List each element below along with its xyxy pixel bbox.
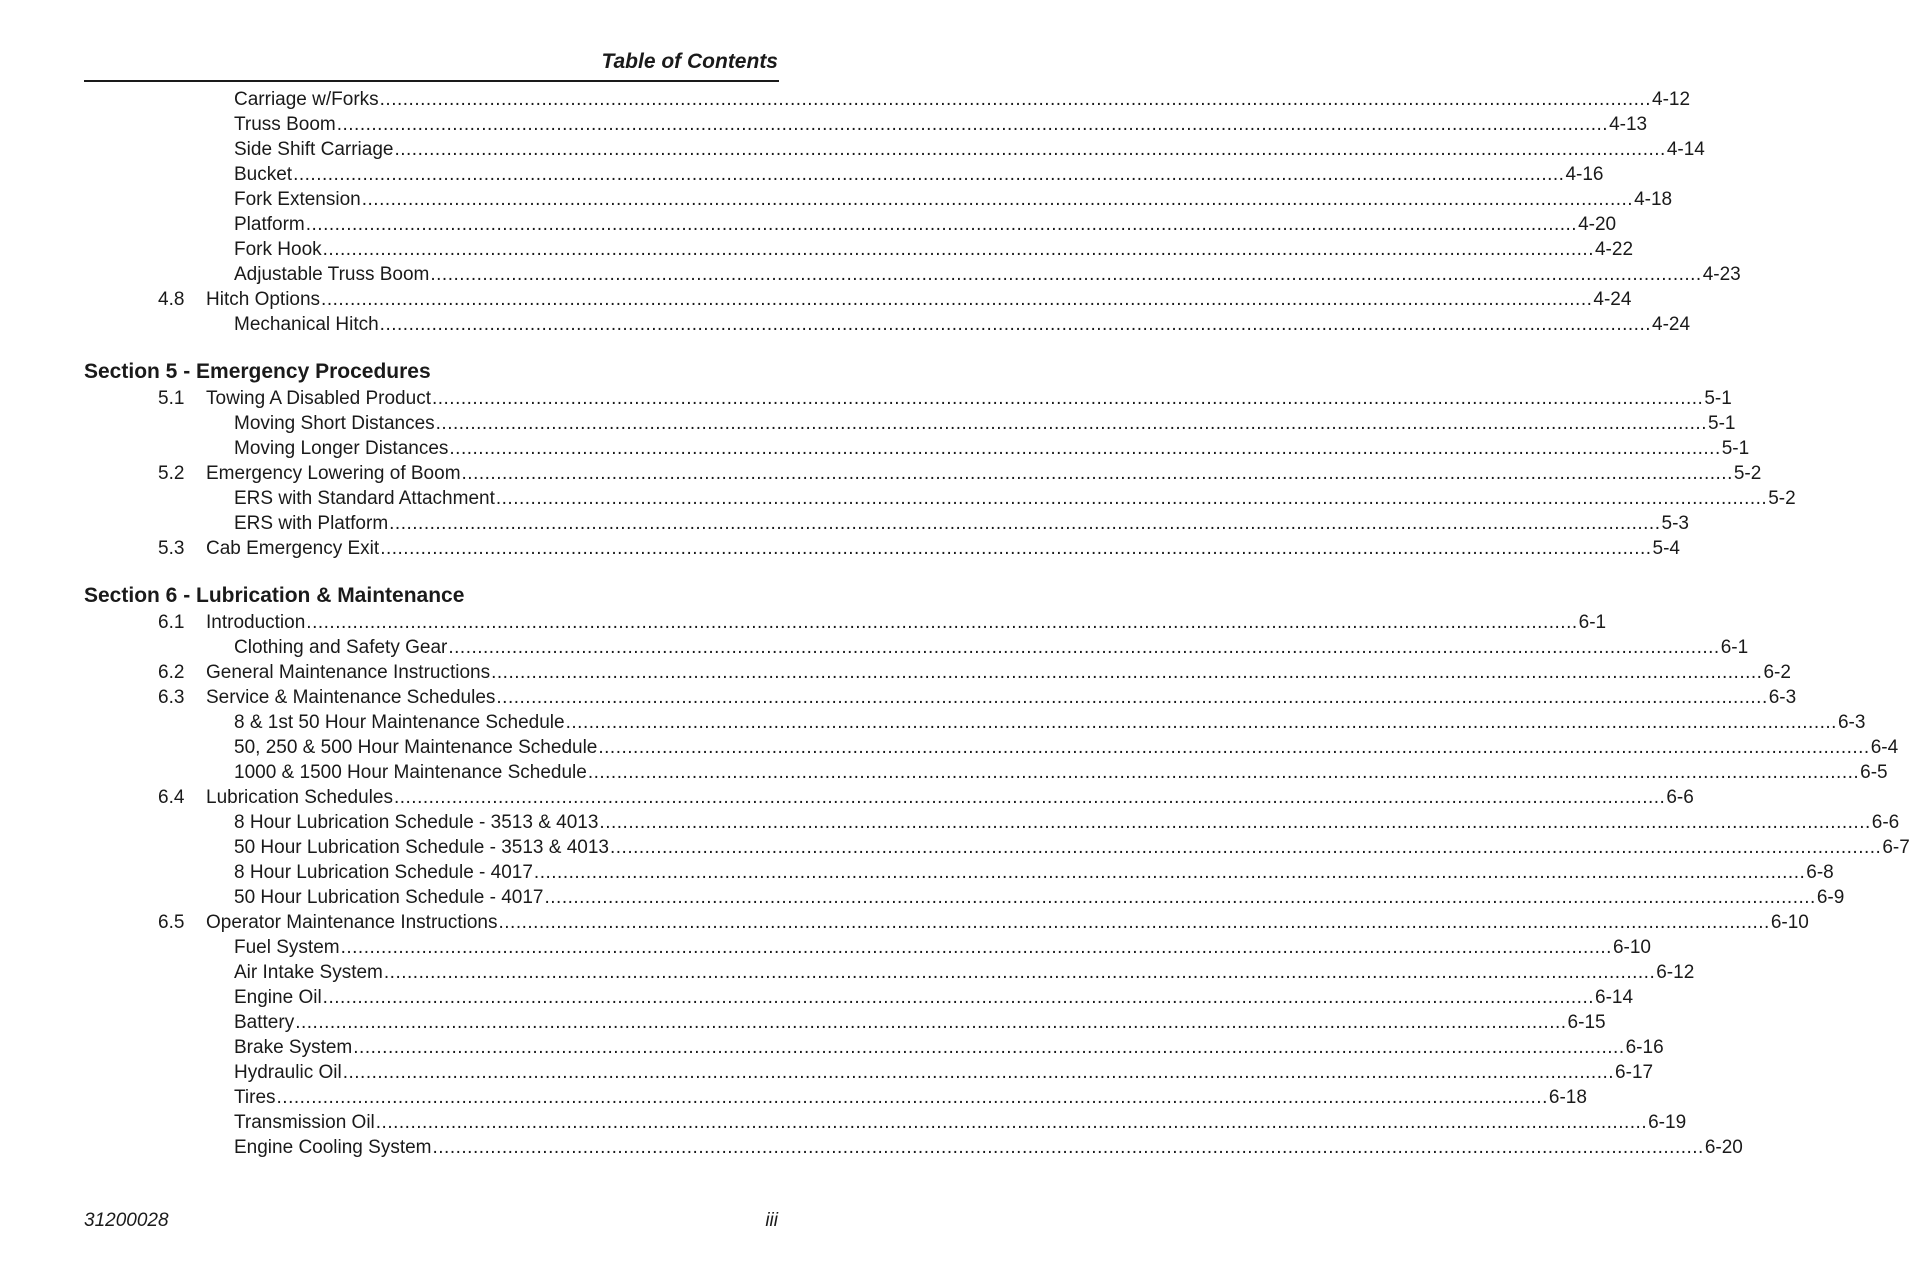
toc-entry-text [234,137,1705,162]
toc-entry-label: 1000 & 1500 Hour Maintenance Schedule [234,762,587,783]
toc-entry-text [234,1135,1743,1160]
toc-entry-text [234,87,1691,112]
toc-entry-number: 4.8 [158,289,185,310]
toc-entry[interactable] [84,910,1809,935]
toc-entry-text [234,1010,1606,1035]
toc-entry-page: 6-18 [1548,1087,1587,1108]
toc-entry[interactable] [84,262,1741,287]
toc-entry[interactable] [84,860,1834,885]
toc-entry-label: Lubrication Schedules [206,787,393,808]
toc-entry[interactable] [84,785,1694,810]
dot-leader: ............................................................................................................................................................................................................................ [361,189,1634,210]
toc-entry-label: Battery [234,1012,295,1033]
toc-entry-page: 6-3 [1768,687,1797,708]
toc-entry-page: 6-8 [1806,862,1834,883]
dot-leader: ............................................................................................................................................................................................................................ [430,264,1702,285]
toc-entry-page: 5-2 [1768,488,1796,509]
toc-entry[interactable] [84,835,1910,860]
toc-entry-label: ERS with Standard Attachment [234,488,495,509]
toc-entry-label: Mechanical Hitch [234,314,379,335]
toc-entry-page: 4-23 [1702,264,1741,285]
toc-entry-label: Bucket [234,164,293,185]
dot-leader: ............................................................................................................................................................................................................................ [599,812,1871,833]
toc-entry-page: 4-13 [1609,114,1648,135]
toc-entry[interactable] [84,112,1648,137]
toc-entry-page: 6-17 [1615,1062,1654,1083]
toc-entry-label: 50, 250 & 500 Hour Maintenance Schedule [234,737,598,758]
toc-entry[interactable] [84,660,1791,685]
toc-entry-label: 8 & 1st 50 Hour Maintenance Schedule [234,712,565,733]
section-heading[interactable]: Section 6 - Lubrication & Maintenance [84,584,465,607]
dot-leader: ............................................................................................................................................................................................................................ [393,787,1666,808]
toc-entry-page: 6-16 [1625,1037,1664,1058]
dot-leader: ............................................................................................................................................................................................................................ [342,1062,1615,1083]
toc-entry-label: Moving Short Distances [234,413,435,434]
dot-leader: ............................................................................................................................................................................................................................ [380,538,1652,559]
toc-entry-label: 8 Hour Lubrication Schedule - 3513 & 4013 [234,812,599,833]
toc-entry-page: 5-1 [1721,438,1750,459]
toc-entry-page: 5-1 [1704,388,1732,409]
toc-entry-number: 6.3 [158,687,185,708]
toc-entry-label: Fork Hook [234,239,322,260]
toc-entry-text [206,287,1632,312]
toc-entry-label: Service & Maintenance Schedules [206,687,496,708]
toc-entry-text [234,436,1750,461]
toc-entry-label: 50 Hour Lubrication Schedule - 3513 & 4013 [234,837,609,858]
toc-entry[interactable] [84,960,1695,985]
toc-entry-text [234,760,1888,785]
toc-entry-label: Air Intake System [234,962,383,983]
dot-leader: ............................................................................................................................................................................................................................ [565,712,1837,733]
toc-entry-text [234,187,1673,212]
toc-entry-label: Fuel System [234,937,340,958]
toc-entry[interactable] [84,985,1634,1010]
toc-entry[interactable] [84,1010,1606,1035]
toc-entry[interactable] [84,411,1736,436]
dot-leader: ............................................................................................................................................................................................................................ [336,114,1609,135]
toc-entry-label: General Maintenance Instructions [206,662,491,683]
page-number: iii [765,1210,778,1231]
toc-entry-page: 6-10 [1770,912,1809,933]
toc-entry-label: Fork Extension [234,189,361,210]
toc-entry-label: Towing A Disabled Product [206,388,431,409]
toc-entry-text [234,237,1634,262]
dot-leader: ............................................................................................................................................................................................................................ [498,912,1770,933]
toc-entry-page: 6-15 [1567,1012,1606,1033]
toc-entry-page: 6-1 [1578,612,1607,633]
dot-leader: ............................................................................................................................................................................................................................ [383,962,1656,983]
toc-entry-number: 5.1 [158,388,185,409]
dot-leader: ............................................................................................................................................................................................................................ [322,987,1595,1008]
dot-leader: ............................................................................................................................................................................................................................ [322,239,1594,260]
toc-entry-label: Moving Longer Distances [234,438,449,459]
dot-leader: ............................................................................................................................................................................................................................ [432,1137,1704,1158]
toc-entry-page: 6-4 [1870,737,1899,758]
toc-entry[interactable] [84,610,1607,635]
toc-entry[interactable] [84,486,1796,511]
toc-entry[interactable] [84,536,1680,561]
toc-entry-page: 6-6 [1871,812,1900,833]
toc-entry-page: 6-12 [1656,962,1695,983]
toc-entry[interactable] [84,635,1749,660]
toc-entry-label: Introduction [206,612,306,633]
toc-entry-number: 5.3 [158,538,185,559]
toc-entry-label: Emergency Lowering of Boom [206,463,461,484]
dot-leader: ............................................................................................................................................................................................................................ [353,1037,1625,1058]
toc-entry-text [234,735,1899,760]
toc-entry-number: 6.5 [158,912,185,933]
toc-entry[interactable] [84,137,1705,162]
section-heading[interactable]: Section 5 - Emergency Procedures [84,360,431,383]
toc-entry-label: Clothing and Safety Gear [234,637,448,658]
toc-entry-label: Engine Cooling System [234,1137,432,1158]
toc-entry-page: 6-1 [1720,637,1749,658]
toc-entry-label: Hydraulic Oil [234,1062,342,1083]
table-of-contents [84,87,1910,1160]
toc-entry[interactable] [84,1060,1654,1085]
toc-entry-label: Brake System [234,1037,353,1058]
toc-entry-page: 4-24 [1593,289,1632,310]
toc-entry-page: 4-24 [1652,314,1691,335]
dot-leader: ............................................................................................................................................................................................................................ [379,314,1652,335]
toc-entry[interactable] [84,386,1732,411]
toc-entry-text [234,486,1796,511]
toc-entry[interactable] [84,461,1762,486]
toc-entry-text [206,785,1694,810]
dot-leader: ............................................................................................................................................................................................................................ [379,89,1651,110]
toc-entry-label: Carriage w/Forks [234,89,379,110]
toc-entry-page: 5-1 [1708,413,1736,434]
toc-entry-text [234,635,1749,660]
toc-entry[interactable] [84,162,1604,187]
dot-leader: ............................................................................................................................................................................................................................ [305,214,1578,235]
toc-entry[interactable] [84,237,1634,262]
toc-entry-text [206,536,1680,561]
toc-entry-text [234,1060,1654,1085]
toc-entry-text [206,910,1809,935]
toc-entry[interactable] [84,760,1888,785]
toc-entry-page: 6-6 [1666,787,1694,808]
toc-entry-page: 5-2 [1733,463,1762,484]
toc-entry-text [206,685,1797,710]
toc-entry[interactable] [84,1085,1587,1110]
toc-entry-text [234,960,1695,985]
toc-entry-label: Platform [234,214,305,235]
toc-entry-page: 4-22 [1594,239,1634,260]
toc-entry-page: 5-4 [1652,538,1680,559]
dot-leader: ............................................................................................................................................................................................................................ [491,662,1763,683]
toc-entry-page: 4-16 [1565,164,1604,185]
toc-entry-label: Side Shift Carriage [234,139,394,160]
toc-entry-page: 6-19 [1648,1112,1687,1133]
toc-entry-label: Transmission Oil [234,1112,375,1133]
toc-entry-text [234,411,1736,436]
toc-entry-number: 5.2 [158,463,185,484]
toc-entry[interactable] [84,1135,1743,1160]
dot-leader: ............................................................................................................................................................................................................................ [435,413,1707,434]
dot-leader: ............................................................................................................................................................................................................................ [461,463,1733,484]
header-divider [84,80,779,82]
toc-entry[interactable] [84,710,1866,735]
dot-leader: ............................................................................................................................................................................................................................ [389,513,1661,534]
dot-leader: ............................................................................................................................................................................................................................ [276,1087,1548,1108]
toc-entry[interactable] [84,212,1617,237]
toc-entry[interactable] [84,436,1750,461]
toc-entry-text [234,810,1900,835]
section-spacer [84,337,779,358]
toc-entry[interactable] [84,935,1651,960]
toc-entry-text [234,262,1741,287]
toc-entry-label: Truss Boom [234,114,336,135]
toc-entry[interactable] [84,685,1797,710]
toc-entry-text [234,860,1834,885]
toc-entry-label: ERS with Platform [234,513,389,534]
toc-entry-text [206,660,1791,685]
toc-entry-text [234,112,1648,137]
dot-leader: ............................................................................................................................................................................................................................ [598,737,1870,758]
dot-leader: ............................................................................................................................................................................................................................ [495,488,1768,509]
toc-entry[interactable] [84,287,1632,312]
document-number: 31200028 [84,1210,169,1231]
toc-entry-page: 6-5 [1860,762,1888,783]
page-title: Table of Contents [601,50,778,73]
toc-entry[interactable] [84,511,1689,536]
dot-leader: ............................................................................................................................................................................................................................ [394,139,1666,160]
toc-entry-page: 5-3 [1661,513,1689,534]
dot-leader: ............................................................................................................................................................................................................................ [544,887,1816,908]
section-spacer [84,561,779,582]
dot-leader: ............................................................................................................................................................................................................................ [448,637,1720,658]
toc-entry-text [234,935,1651,960]
toc-entry-text [234,835,1910,860]
toc-entry-number: 6.2 [158,662,185,683]
toc-entry-text [234,710,1866,735]
toc-entry-label: Cab Emergency Exit [206,538,380,559]
toc-entry-text [206,461,1762,486]
toc-entry-text [234,1035,1664,1060]
toc-entry[interactable] [84,735,1899,760]
toc-entry-page: 4-14 [1666,139,1705,160]
dot-leader: ............................................................................................................................................................................................................................ [375,1112,1648,1133]
toc-entry-page: 6-9 [1816,887,1845,908]
toc-entry-page: 4-20 [1578,214,1617,235]
toc-entry-page: 4-12 [1652,89,1691,110]
toc-entry-text [234,511,1689,536]
toc-entry-number: 6.4 [158,787,185,808]
dot-leader: ............................................................................................................................................................................................................................ [496,687,1768,708]
toc-entry-page: 4-18 [1634,189,1673,210]
toc-entry-page: 6-3 [1837,712,1866,733]
dot-leader: ............................................................................................................................................................................................................................ [293,164,1565,185]
toc-entry[interactable] [84,87,1691,112]
toc-entry-label: Adjustable Truss Boom [234,264,430,285]
toc-entry[interactable] [84,810,1900,835]
toc-entry[interactable] [84,885,1845,910]
dot-leader: ............................................................................................................................................................................................................................ [306,612,1578,633]
dot-leader: ............................................................................................................................................................................................................................ [295,1012,1567,1033]
toc-entry-page: 6-10 [1612,937,1651,958]
toc-entry[interactable] [84,1035,1664,1060]
toc-entry-label: Engine Oil [234,987,322,1008]
toc-entry-text [234,985,1634,1010]
toc-entry-label: Hitch Options [206,289,321,310]
toc-entry-text [234,162,1604,187]
toc-entry-text [234,212,1617,237]
toc-entry-label: Operator Maintenance Instructions [206,912,498,933]
dot-leader: ............................................................................................................................................................................................................................ [609,837,1882,858]
toc-entry-text [234,312,1691,337]
toc-entry-page: 6-7 [1882,837,1910,858]
toc-entry[interactable] [84,1110,1687,1135]
dot-leader: ............................................................................................................................................................................................................................ [587,762,1860,783]
dot-leader: ............................................................................................................................................................................................................................ [431,388,1704,409]
toc-entry[interactable] [84,312,1691,337]
toc-entry-label: Tires [234,1087,276,1108]
toc-entry-text [234,1110,1687,1135]
toc-entry-number: 6.1 [158,612,185,633]
toc-entry-text [206,610,1607,635]
toc-entry-text [206,386,1732,411]
toc-entry-page: 6-2 [1763,662,1791,683]
toc-entry-text [234,885,1845,910]
toc-entry-text [234,1085,1587,1110]
dot-leader: ............................................................................................................................................................................................................................ [449,438,1721,459]
toc-entry-label: 50 Hour Lubrication Schedule - 4017 [234,887,544,908]
dot-leader: ............................................................................................................................................................................................................................ [533,862,1806,883]
toc-entry-label: 8 Hour Lubrication Schedule - 4017 [234,862,533,883]
toc-entry-page: 6-14 [1595,987,1634,1008]
toc-entry-page: 6-20 [1704,1137,1743,1158]
dot-leader: ............................................................................................................................................................................................................................ [321,289,1593,310]
toc-entry[interactable] [84,187,1673,212]
dot-leader: ............................................................................................................................................................................................................................ [340,937,1612,958]
